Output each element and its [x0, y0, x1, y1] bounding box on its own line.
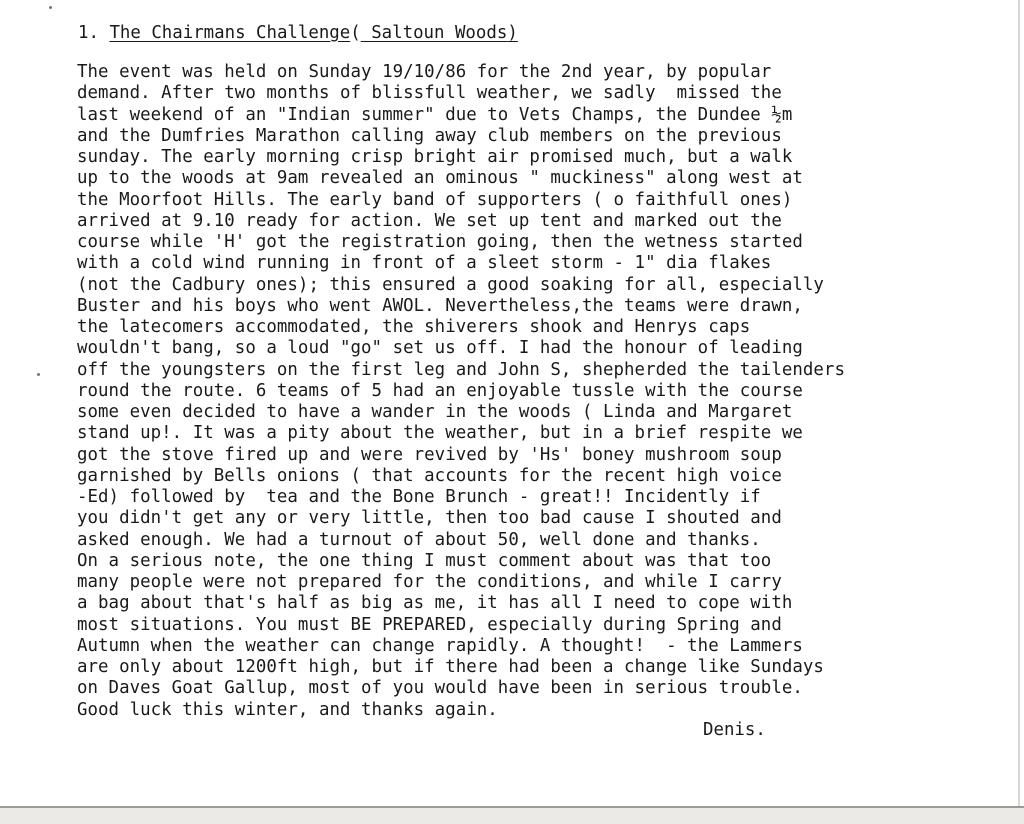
body-line: demand. After two months of blissfull weather, we sadly missed the — [77, 83, 782, 104]
body-line: garnished by Bells onions ( that accounts for the recent high voice — [77, 465, 782, 486]
heading-number: 1. — [78, 23, 99, 43]
body-line: you didn't get any or very little, then too bad cause I shouted and — [77, 508, 782, 529]
body-line: wouldn't bang, so a loud "go" set us off. I had the honour of leading — [77, 338, 803, 359]
scan-speck — [37, 373, 40, 376]
body-line: up to the woods at 9am revealed an ominous " muckiness" along west at — [77, 168, 803, 189]
body-line: stand up!. It was a pity about the weather, but in a brief respite we — [77, 423, 803, 444]
body-line: asked enough. We had a turnout of about 50, well done and thanks. — [77, 529, 761, 550]
body-line: sunday. The early morning crisp bright air promised much, but a walk — [77, 147, 793, 167]
heading-close-paren: ) — [507, 23, 518, 43]
body-line: Autumn when the weather can change rapidly. A thought! - the Lammers — [77, 635, 803, 656]
body-line: Good luck this winter, and thanks again. — [77, 699, 498, 720]
signature: Denis. — [703, 720, 766, 740]
body-line: (not the Cadbury ones); this ensured a good soaking for all, especially — [77, 274, 824, 295]
heading-title: The Chairmans Challenge — [109, 23, 351, 43]
heading-subtitle: Saltoun Woods — [360, 23, 508, 43]
body-line: and the Dumfries Marathon calling away club members on the previous — [77, 125, 782, 146]
body-line: the latecomers accommodated, the shiverers shook and Henrys caps — [77, 317, 751, 337]
body-line: course while 'H' got the registration going, then the wetness started — [77, 232, 803, 252]
body-line: arrived at 9.10 ready for action. We set up tent and marked out the — [77, 210, 782, 231]
article-body — [77, 62, 845, 721]
body-line: On a serious note, the one thing I must comment about was that too — [77, 550, 772, 571]
scan-speck — [49, 6, 52, 9]
body-line: off the youngsters on the first leg and John S, shepherded the tailenders — [77, 359, 845, 380]
page-right-edge — [1018, 0, 1020, 806]
heading-open-paren: ( — [350, 23, 361, 43]
article-heading — [78, 19, 518, 47]
body-line: many people were not prepared for the conditions, and while I carry — [77, 572, 782, 592]
body-line: some even decided to have a wander in the woods ( Linda and Margaret — [77, 402, 793, 422]
body-line: The event was held on Sunday 19/10/86 for the 2nd year, by popular — [77, 62, 772, 82]
body-line: on Daves Goat Gallup, most of you would have been in serious trouble. — [77, 678, 803, 699]
body-line: last weekend of an "Indian summer" due to Vets Champs, the Dundee ½m — [77, 104, 793, 125]
body-line: got the stove fired up and were revived by 'Hs' boney mushroom soup — [77, 444, 782, 465]
body-line: round the route. 6 teams of 5 had an enjoyable tussle with the course — [77, 380, 803, 401]
body-line: a bag about that's half as big as me, it has all I need to cope with — [77, 593, 793, 614]
body-line: -Ed) followed by tea and the Bone Brunch - great!! Incidently if — [77, 487, 761, 507]
body-line: the Moorfoot Hills. The early band of supporters ( o faithfull ones) — [77, 189, 793, 210]
body-line: are only about 1200ft high, but if there had been a change like Sundays — [77, 657, 824, 677]
body-line: most situations. You must BE PREPARED, especially during Spring and — [77, 614, 782, 635]
body-line: with a cold wind running in front of a sleet storm - 1" dia flakes — [77, 253, 772, 274]
page-bottom-edge — [0, 806, 1024, 824]
body-line: Buster and his boys who went AWOL. Nevertheless,the teams were drawn, — [77, 295, 803, 316]
